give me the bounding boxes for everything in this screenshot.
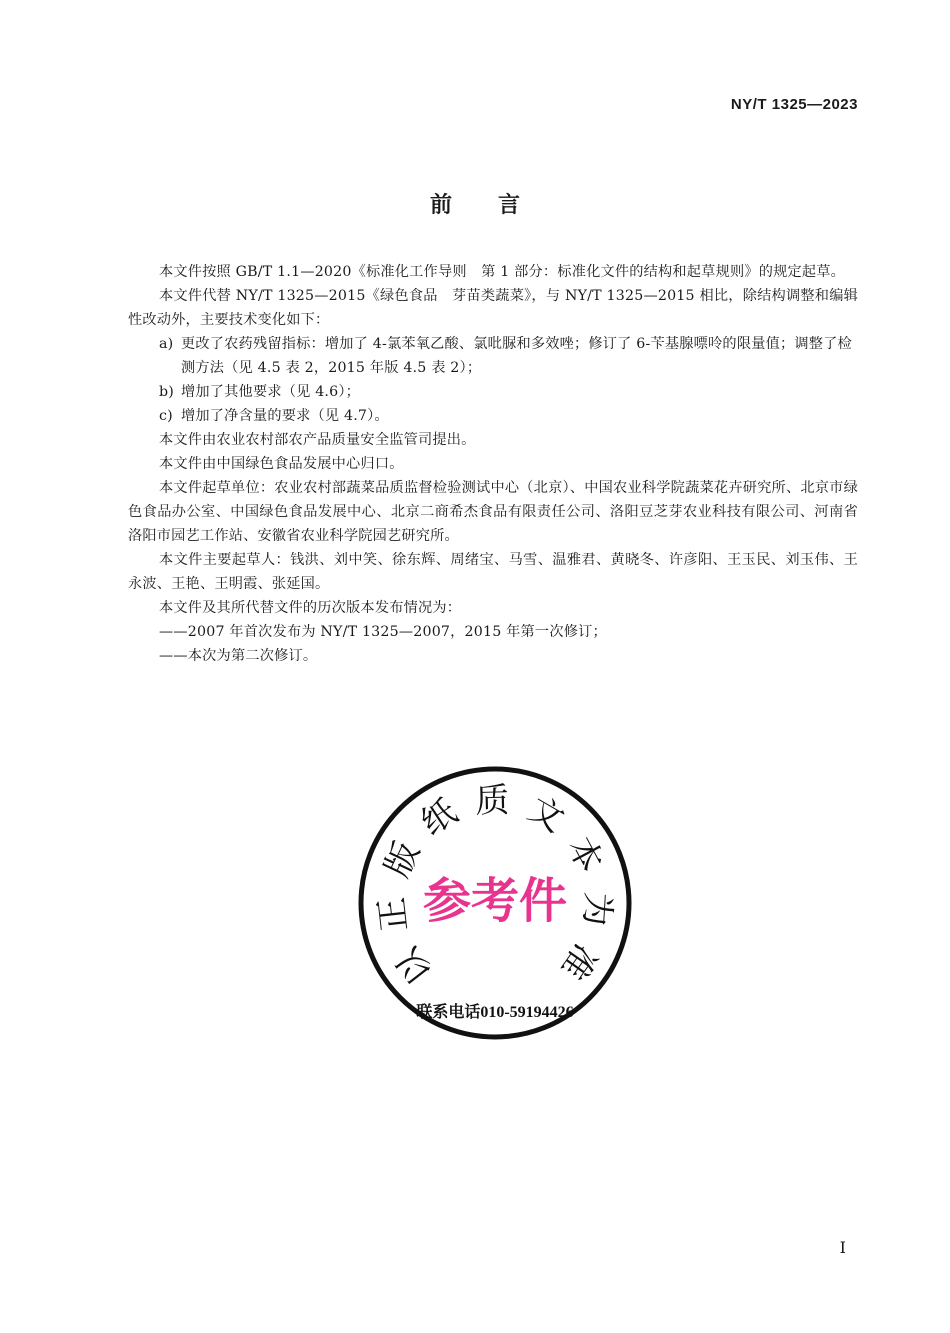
paragraph-drafting-rules: 本文件按照 GB/T 1.1—2020《标准化工作导则 第 1 部分：标准化文件的结构和起草规则》的规定起草。 bbox=[159, 264, 846, 280]
stamp-ring-char: 本 bbox=[559, 830, 611, 880]
reference-stamp bbox=[357, 765, 633, 1041]
stamp-graphic bbox=[357, 765, 633, 1041]
stamp-ring-char: 质 bbox=[474, 780, 510, 822]
stamp-center-text: 参考件 bbox=[422, 873, 568, 929]
document-body bbox=[128, 260, 858, 668]
standard-number: NY/T 1325—2023 bbox=[730, 96, 858, 113]
paragraph-centralized: 本文件由中国绿色食品发展中心归口。 bbox=[159, 456, 404, 472]
list-marker-b: b) bbox=[159, 384, 175, 400]
stamp-ring-char: 正 bbox=[371, 895, 416, 934]
page-number: I bbox=[839, 1238, 846, 1257]
stamp-ring-char: 为 bbox=[575, 890, 618, 928]
stamp-ring-char: 纸 bbox=[414, 791, 465, 844]
paragraph-drafting-units: 本文件起草单位：农业农村部蔬菜品质监督检验测试中心（北京）、中国农业科学院蔬菜花卉研究所、北京市绿色食品办公室、中国绿色食品发展中心、北京二商希杰食品有限责任公司、洛阳豆芝芽农业科技有限公司、河南省洛阳市园艺工作站、安徽省农业科学院园艺研究所。 bbox=[128, 480, 858, 544]
history-item-2: ——本次为第二次修订。 bbox=[159, 648, 318, 664]
paragraph-replacement: 本文件代替 NY/T 1325—2015《绿色食品 芽苗类蔬菜》，与 NY/T 1325—2015 相比，除结构调整和编辑性改动外，主要技术变化如下： bbox=[128, 288, 858, 328]
page-title: 前言 bbox=[429, 193, 566, 218]
list-text-a: 更改了农药残留指标：增加了 4-氯苯氧乙酸、氯吡脲和多效唑；修订了 6-苄基腺嘌呤的限量值；调整了检测方法（见 4.5 表 2，2015 年版 4.5 表 2）； bbox=[181, 336, 852, 376]
list-item-b bbox=[128, 380, 858, 404]
stamp-ring-char: 文 bbox=[521, 788, 571, 841]
stamp-ring-char: 准 bbox=[552, 936, 605, 987]
paragraph-history-intro: 本文件及其所代替文件的历次版本发布情况为： bbox=[159, 600, 462, 616]
list-marker-c: c) bbox=[159, 408, 173, 424]
list-text-b: 增加了其他要求（见 4.6）； bbox=[181, 384, 361, 400]
list-item-c bbox=[128, 404, 858, 428]
paragraph-drafters: 本文件主要起草人：钱洪、刘中笑、徐东辉、周绪宝、马雪、温雅君、黄晓冬、许彦阳、王玉民、刘玉伟、王永波、王艳、王明霞、张延国。 bbox=[128, 552, 858, 592]
stamp-ring-char: 以 bbox=[388, 940, 441, 992]
list-marker-a: a) bbox=[159, 336, 174, 352]
list-text-c: 增加了净含量的要求（见 4.7）。 bbox=[181, 408, 389, 424]
stamp-phone-text: 联系电话010-59194426 bbox=[416, 1004, 574, 1021]
paragraph-proposer: 本文件由农业农村部农产品质量安全监管司提出。 bbox=[159, 432, 476, 448]
history-item-1: ——2007 年首次发布为 NY/T 1325—2007，2015 年第一次修订； bbox=[159, 624, 607, 640]
list-item-a bbox=[128, 332, 858, 380]
stamp-ring-char: 版 bbox=[377, 835, 429, 884]
